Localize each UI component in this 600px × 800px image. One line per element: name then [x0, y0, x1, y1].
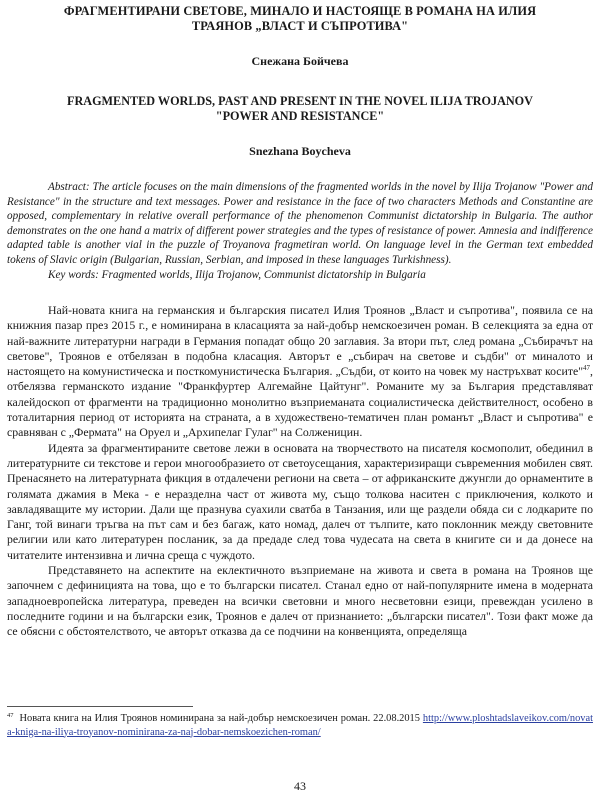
footnote-number: 47	[7, 711, 14, 719]
paragraph-2: Идеята за фрагментираните светове лежи в основата на творчеството на писателя космополит, обединил в литературните си текстове и герои многообразието от светоусещания, характеризиращи съвременния мобилен свят. Пренасянето на литературната фикция в отдалечени региони на света – от африканските джунгли до орнаментите в голямата джамия в Мека - е неразделна част от живота му, също толкова наситен с приключения, колкото и завладяващите му истории. Дали ще празнува суахили сватба в Танзания, или ще раздели обяда си с лодкарите по Ганг, той винаги тръгва на път сам и без багаж, като номад, далеч от тълпите, като поклонник между световните религии или като литературен посланик, за да предаде след това чудесата на света в книгите си и да донесе на читателите интензивна и лична среща с чуждото.	[7, 440, 593, 562]
title-english	[14, 94, 586, 124]
page-number: 43	[294, 779, 306, 793]
paragraph-3: Представянето на аспектите на еклектичното възприемане на живота и света в романа на Троянов ще започнем с дефиницията на това, що е то български писател. Станал едно от най-популярните имена в модерната западноевропейска литература, преведен на всички световни и много несветовни езици, превеждан усилено в последните години и на български език, Троянов е далеч от признанието: „български писател". Този факт може да се обясни с обстоятелството, че авторът отказва да се подчини на конвенцията, определяща	[7, 563, 593, 639]
paragraph-1-text-a: Най-новата книга на германския и българския писател Илия Троянов „Власт и съпротива", появила се на книжния пазар през 2015 г., е номинирана в класацията за най-добър немскоезичен роман. В селекцията за една от най-важните литературни награди в Германия попадат общо 20 заглавия. За втори път, след романа „Събирачът на светове", Троянов е отбелязан в подобна класация. Авторът е „събирач на светове и съдби" от миналото и настоящето на комунистическа и посткомунистическа България. „Съдби, от които на човек му настръхват косите"	[7, 303, 593, 379]
title-bulgarian	[20, 4, 580, 34]
body-text	[7, 303, 593, 640]
title-bulgarian-line2: ТРАЯНОВ „ВЛАСТ И СЪПРОТИВА"	[191, 19, 409, 33]
author-bulgarian: Снежана Бойчева	[251, 54, 349, 68]
title-english-line1: FRAGMENTED WORLDS, PAST AND PRESENT IN THE NOVEL ILIJA TROJANOV	[67, 94, 533, 108]
title-bulgarian-line1: ФРАГМЕНТИРАНИ СВЕТОВЕ, МИНАЛО И НАСТОЯЩЕ В РОМАНА НА ИЛИЯ	[63, 4, 537, 18]
footnote	[7, 712, 593, 739]
abstract: Abstract: The article focuses on the main dimensions of the fragmented worlds in the novel by Ilija Trojanow "Power and Resistance" in the structure and text messages. Power and resistance in the face of two characters Methods and Constantine are opposed, complementary in relative overall performance of the phenomenon Communist dictatorship in Bulgaria. The author demonstrates on the one hand a matrix of different power strategies and the types of resistance of power. Amnesia and indifference adapted table is another vial in the puzzle of Troyanova fragmetiran world. On language level in the German text embedded tokens of Slavic origin (Bulgarian, Russian, Serbian, and imposed in these languages Turkishness).	[7, 181, 593, 266]
paragraph-1-text-b: , отбелязва германското издание "Франкфуртер Алгемайне Цайтунг". Романите му за България представляват калейдоскоп от фрагменти на традиционно монолитно възприеманата социалистическа действителност, особено в тоталитарния период от историята на страната, а в художествено-тематичен план романът „Власт и съпротива" е сравняван с „Фермата" на Оруел и „Архипелаг Гулаг" на Солженицин.	[7, 364, 593, 440]
footnote-text: Новата книга на Илия Троянов номинирана за най-добър немскоезичен роман. 22.08.2015	[19, 713, 420, 724]
footnote-link[interactable]: http://www.ploshtadslaveikov.com/novata-kniga-na-iliya-troyanov-nominirana-za-naj-dobar-nemskoezichen-roman/	[7, 713, 593, 738]
author-english: Snezhana Boycheva	[249, 144, 351, 158]
footnote-divider	[7, 706, 193, 707]
title-english-line2: "POWER AND RESISTANCE"	[215, 109, 385, 123]
footnote-reference[interactable]: 47	[583, 364, 591, 373]
keywords: Key words: Fragmented worlds, Ilija Trojanow, Communist dictatorship in Bulgaria	[48, 269, 426, 281]
paragraph-1	[7, 303, 593, 441]
